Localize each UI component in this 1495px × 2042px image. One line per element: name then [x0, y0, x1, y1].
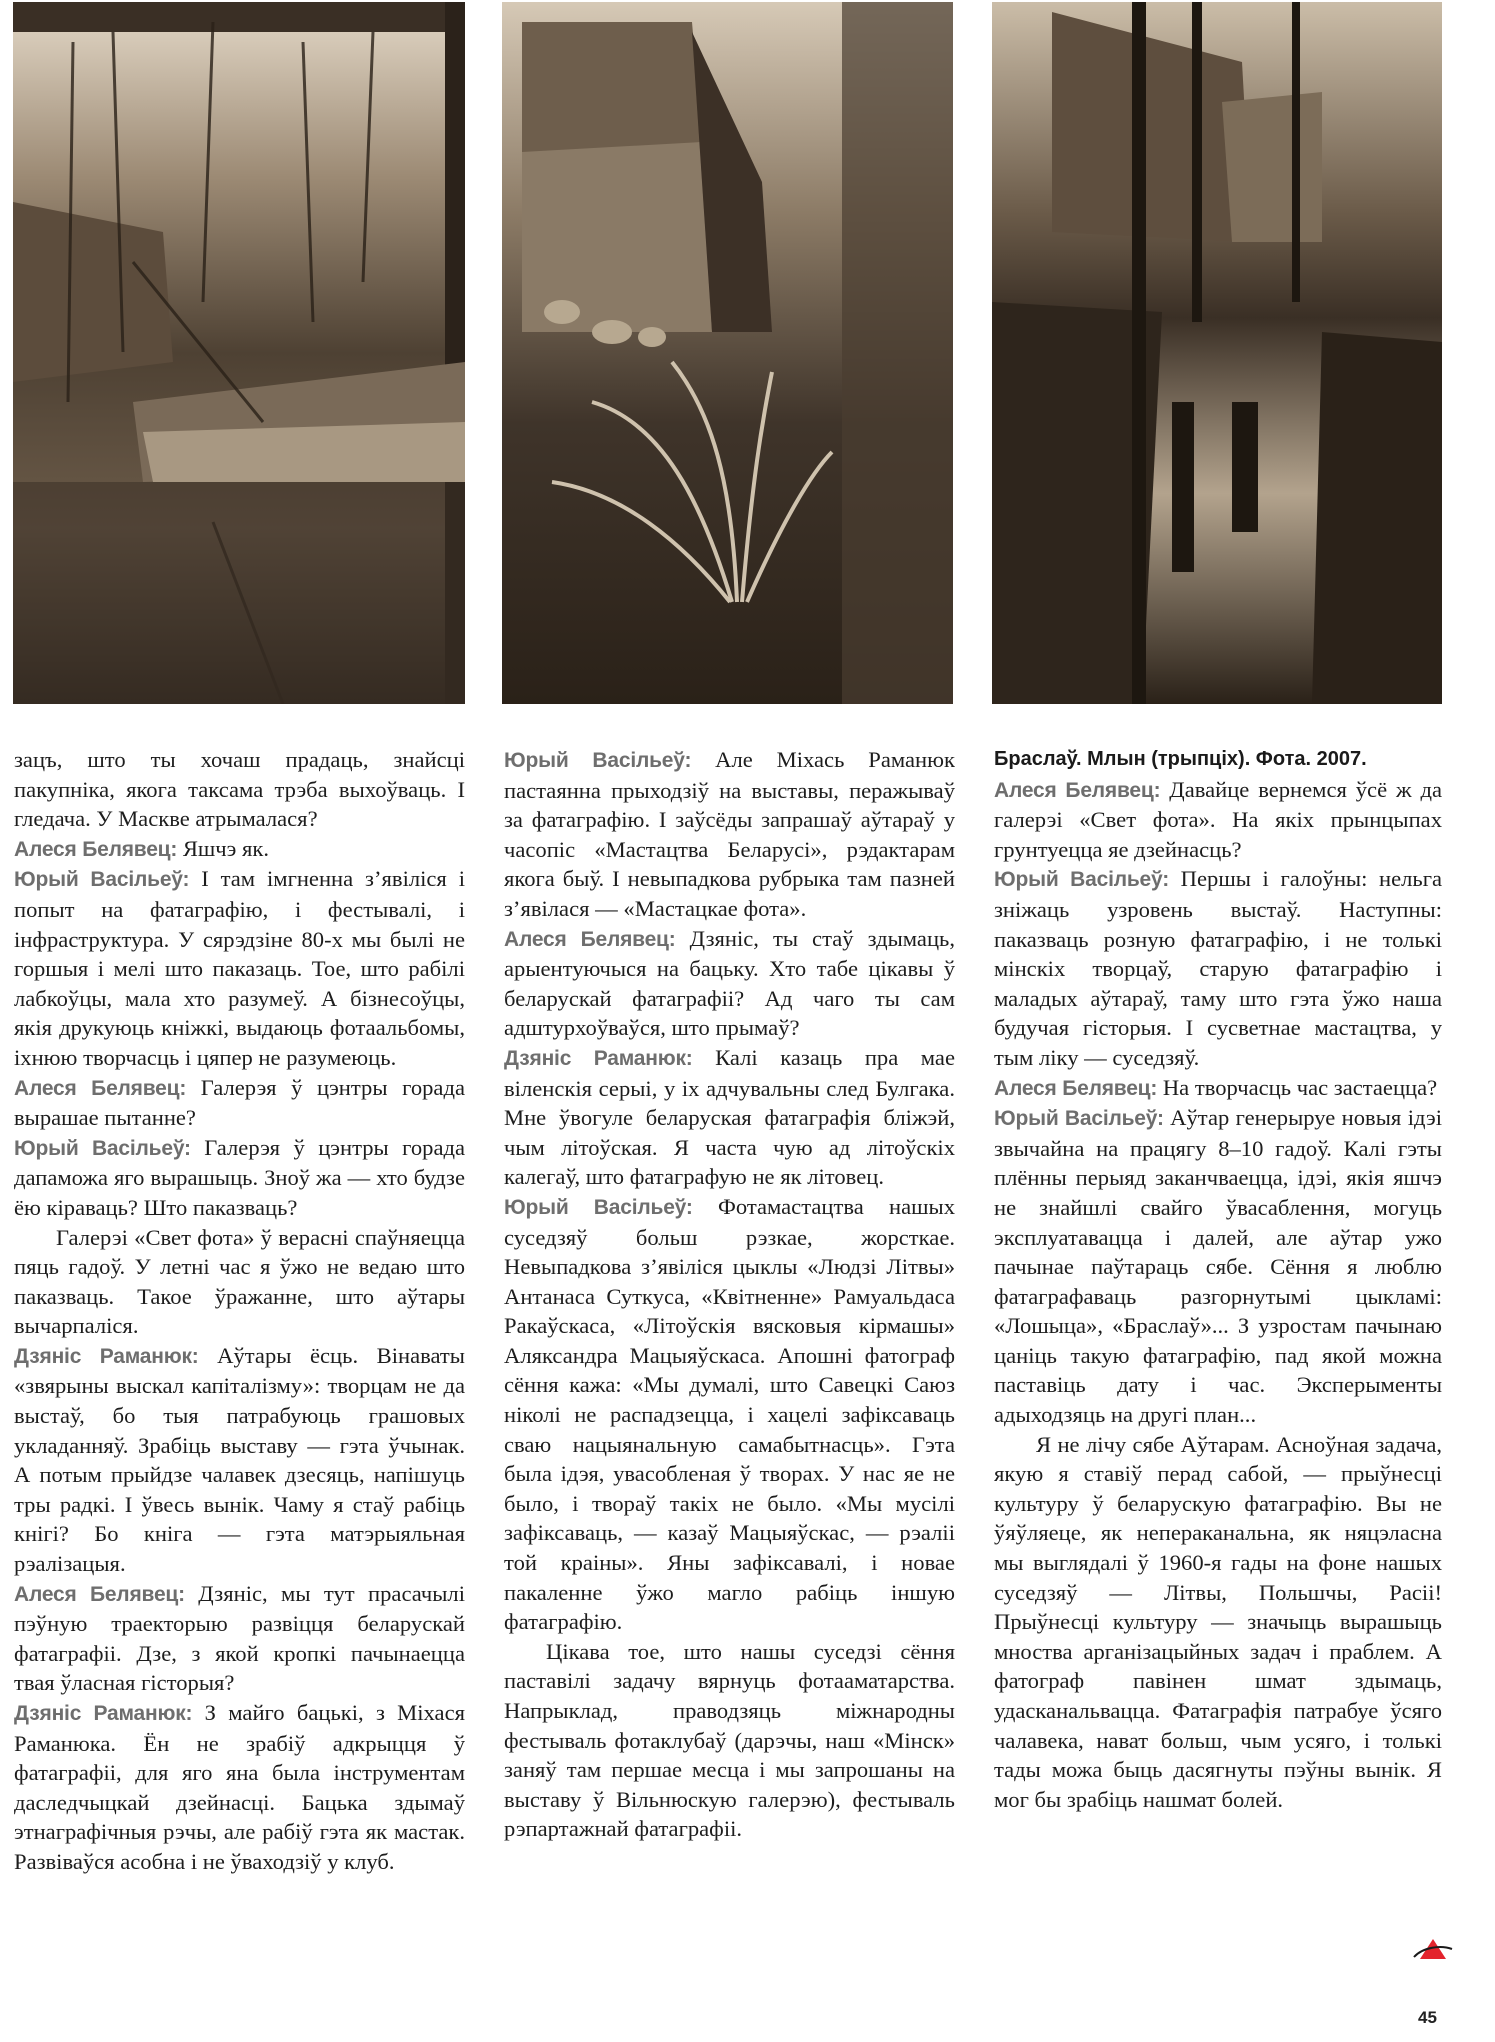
article-column-3 — [994, 745, 1442, 1814]
paragraph — [14, 1133, 465, 1223]
speaker-name: Юрый Васільеў: — [504, 749, 692, 772]
paragraph — [14, 1579, 465, 1698]
speaker-name: Юрый Васільеў: — [14, 1136, 191, 1160]
paragraph — [14, 1073, 465, 1133]
speaker-name: Алеся Белявец: — [14, 1582, 185, 1606]
paragraph-text: Першы і галоўны: нельга зніжаць узровень выстаў. Наступны: паказваць розную фатаграфію, і не толькі мінскіх творцаў, старую фатаграфію і маладых аўтараў, таму што гэта ўжо наша будучая гісторыя. І сусветнае мастацтва, у тым ліку — суседзяў. — [994, 866, 1443, 1070]
paragraph-text: Калі казаць пра мае віленскія серыі, у іх адчувальны след Булгака. Мне ўвогуле беларуская фатаграфія бліжэй, чым літоўская. Я часта чую ад літоўскіх калегаў, што фатаграфую не як літовец. — [504, 1044, 955, 1190]
photo-mill-stream — [502, 2, 953, 704]
paragraph — [504, 1192, 955, 1637]
speaker-name: Алеся Белявец: — [14, 1076, 187, 1100]
paragraph-text: І там імгненна з’явіліся і попыт на фатаграфію, і фестывалі, і інфраструктура. У сярэдзіне 80-х мы былі не горшыя і мелі што паказаць. Тое, што рабілі лабкоўцы, мала хто разумеў. А бізнесоўцы, якія друкуюць кніжкі, выдаюць фотаальбомы, іхнюю творчасць і цяпер не разумеюць. — [14, 866, 465, 1070]
paragraph-text: На творчасць час застаецца? — [1157, 1074, 1438, 1100]
paragraph — [14, 864, 465, 1072]
speaker-name: Юрый Васільеў: — [504, 1195, 693, 1219]
photo-triptych-center — [502, 2, 953, 704]
paragraph — [14, 834, 465, 865]
paragraph — [994, 1103, 1442, 1430]
paragraph — [14, 745, 465, 834]
paragraph-text: Я не лічу сябе Аўтарам. Асноўная задача, якую я ставіў перад сабой, — прыўнесці культуру ў беларускую фатаграфію. Вы не ўяўляеце, як непераканальна, як няцэласна мы выглядалі ў 1960-я гады на фоне нашых суседзяў — Літвы, Польшчы, Расіі! Прыўнесці культуру — значыць вырашыць мноства арганізацыйных задач і праблем. А фатограф павінен шмат здымаць, удасканальвацца. Фатаграфія патрабуе ўсяго чалавека, нават больш, чым усяго, і толькі тады можа быць дасягнуты пэўны вынік. Я мог бы зрабіць нашмат болей. — [994, 1431, 1442, 1812]
paragraph — [504, 1637, 955, 1844]
paragraph-text: Дзяніс, мы тут прасачылі пэўную траекторыю развіцця беларускай фатаграфіі. Дзе, з якой кропкі пачынаецца твая ўласная гісторыя? — [14, 1580, 465, 1696]
speaker-name: Юрый Васільеў: — [994, 1107, 1164, 1131]
paragraph-text: Галерэя ў цэнтры горада дапаможа яго вырашыць. Зноў жа — хто будзе ёю кіраваць? Што паказваць? — [14, 1134, 465, 1220]
end-of-article-triangle-icon — [1413, 1937, 1453, 1963]
paragraph-text: Галерэя ў цэнтры горада вырашае пытанне? — [14, 1074, 465, 1131]
paragraph-text: Дзяніс, ты стаў здымаць, арыентуючыся на бацьку. Хто табе цікавы ў беларускай фатаграфіі? Ад чаго ты сам адштурхоўваўся, што прымаў? — [504, 925, 955, 1041]
speaker-name: Юрый Васільеў: — [14, 868, 190, 892]
paragraph — [504, 924, 955, 1043]
photo-triptych-left — [13, 2, 465, 704]
speaker-name: Дзяніс Раманюк: — [14, 1702, 193, 1725]
speaker-name: Алеся Белявец: — [994, 778, 1161, 802]
paragraph — [504, 745, 955, 924]
paragraph-text: З майго бацькі, з Міхася Раманюка. Ён не зрабіў адкрыцця ў фатаграфіі, для яго яна была інструментам даследчыцкай дзейнасці. Бацька здымаў этнаграфічныя рэчы, але рабіў гэта як мастак. Развіваўся асобна і не ўваходзіў у клуб. — [14, 1700, 465, 1874]
paragraph — [994, 1073, 1442, 1104]
paragraph — [14, 1223, 465, 1341]
paragraph-text: зацъ, што ты хочаш прадаць, знайсці пакупніка, якога таксама трэба выхоўваць. І гледача. У Маскве атрымалася? — [14, 747, 465, 832]
paragraph-text: Галерэі «Свет фота» ў верасні спаўняецца пяць гадоў. У летні час я ўжо не ведаю што паказваць. Такое ўражанне, што аўтары вычарпаліся. — [14, 1224, 465, 1339]
paragraph — [994, 775, 1442, 865]
paragraph-text: Але Міхась Раманюк пастаянна прыходзіў на выставы, перажываў за фатаграфію. І заўсёды запрашаў аўтараў у часопіс «Мастацтва Беларусі», рэдактарам якога быў. І невыпадкова рубрыка там пазней з’явілася — «Мастацкае фота». — [504, 747, 955, 921]
photo-triptych-right — [992, 2, 1442, 704]
article-column-2 — [504, 745, 955, 1844]
speaker-name: Юрый Васільеў: — [994, 868, 1170, 892]
article-column-1 — [14, 745, 465, 1877]
speaker-name: Дзяніс Раманюк: — [14, 1344, 199, 1368]
paragraph-text: Аўтар генерыруе новыя ідэі звычайна на працягу 8–10 гадоў. Калі гэты плённы перыяд заканчваецца, ідэі, якія яшчэ не знайшлі свайго ўвасаблення, могуць эксплуатавацца і далей, але аўтар ужо пачынае паўтараць сябе. Сёння я люблю фатаграфаваць разгорнутымі цыкламі: «Лошыца», «Браслаў»... З узростам пачынаю цаніць такую фатаграфію, пад якой можна паставіць дату і час. Эксперыменты адыходзяць на другі план... — [994, 1105, 1442, 1428]
paragraph-text: Цікава тое, што нашы суседзі сёння паставілі задачу вярнуць фотааматарства. Напрыклад, праводзяць міжнародны фестываль фотаклубаў (дарэчы, наш «Мінск» заняў там першае месца і мы запрошаны на выставу ў Вільнюскую галерэю), фестываль рэпартажнай фатаграфіі. — [504, 1638, 955, 1842]
paragraph — [504, 1043, 955, 1192]
paragraph — [994, 1430, 1442, 1815]
photo-mill-ruins — [13, 2, 465, 704]
speaker-name: Алеся Белявец: — [504, 927, 676, 951]
page-number: 45 — [1418, 2008, 1437, 2027]
paragraph-text: Давайце вернемся ўсё ж да галерэі «Свет фота». На якіх прынцыпах грунтуецца яе дзейнасць? — [994, 776, 1442, 862]
paragraph — [994, 864, 1442, 1072]
speaker-name: Алеся Белявец: — [994, 1076, 1158, 1100]
photo-caption: Браслаў. Млын (трыпціх). Фота. 2007. — [994, 748, 1367, 770]
paragraph-text: Фотамастацтва нашых суседзяў больш рэзкае, жорсткае. Невыпадкова з’явіліся цыклы «Людзі Літвы» Антанаса Суткуса, «Квітненне» Рамуальдаса Ракаўскаса, «Літоўскія вясковыя кірмашы» Аляксандра Мацыяўскаса. Апошні фатограф сёння кажа: «Мы думалі, што Савецкі Саюз ніколі не распадзецца, і хацелі зафіксаваць сваю нацыянальную самабытнасць». Гэта была ідэя, увасобленая ў творах. У нас яе не было, і твораў такіх не было. «Мы мусілі зафіксаваць, — казаў Мацыяўскас, — рэаліі той краіны». Яны зафіксавалі, і новае пакаленне ўжо магло рабіць іншую фатаграфію. — [504, 1193, 956, 1635]
paragraph-text: Яшчэ як. — [177, 835, 270, 861]
photo-mill-reflection — [992, 2, 1442, 704]
paragraph-text: Аўтары ёсць. Вінаваты «звярыны выскал капіталізму»: творцам не да выстаў, бо тыя патрабуюць грашовых укладанняў. Зрабіць выставу — гэта ўчынак. А потым прыйдзе чалавек дзесяць, напішуць тры радкі. І ўвесь вынік. Чаму я стаў рабіць кнігі? Бо кніга — гэта матэрыяльная рэалізацыя. — [14, 1342, 465, 1577]
speaker-name: Дзяніс Раманюк: — [504, 1046, 693, 1070]
paragraph — [14, 1698, 465, 1877]
paragraph — [14, 1341, 465, 1579]
speaker-name: Алеся Белявец: — [14, 837, 178, 861]
